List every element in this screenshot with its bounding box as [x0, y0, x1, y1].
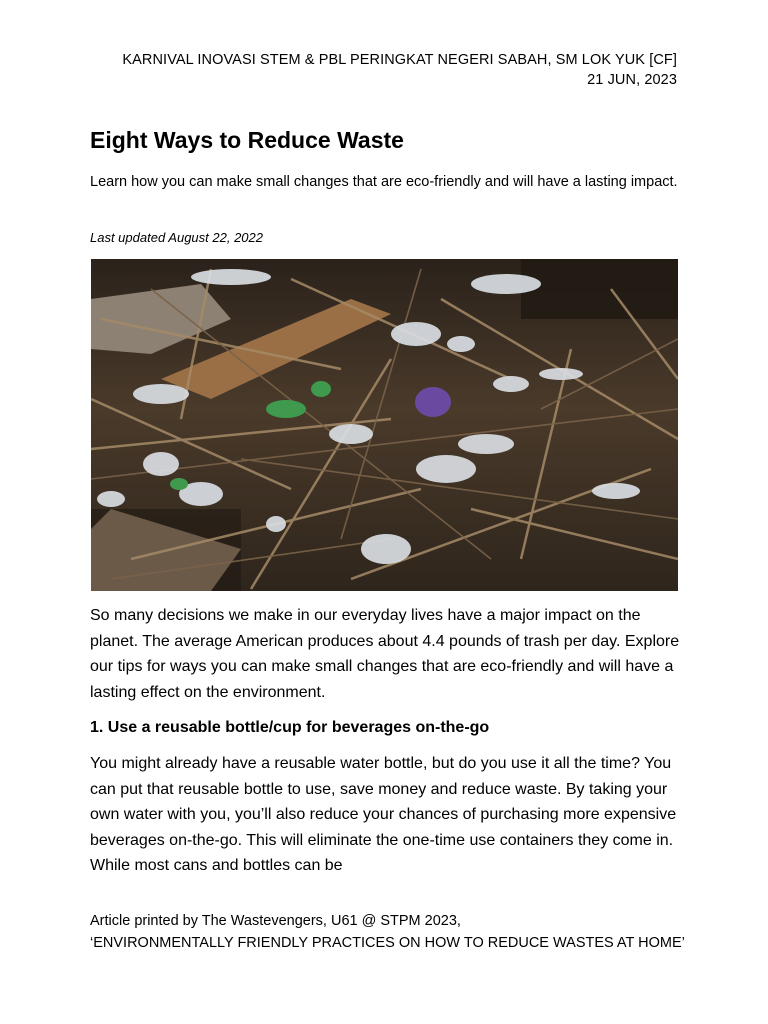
footer-credit: Article printed by The Wastevengers, U61 @ STPM 2023, [90, 913, 461, 929]
photo-plastic [391, 322, 441, 346]
photo-purple-bottle [415, 387, 451, 417]
document-header [122, 50, 677, 90]
photo-plastic [458, 434, 514, 454]
photo-plastic [592, 483, 640, 499]
litter-photo-icon [91, 259, 678, 591]
photo-plastic [266, 516, 286, 532]
header-event-line: KARNIVAL INOVASI STEM & PBL PERINGKAT NEGERI SABAH, SM LOK YUK [CF] [122, 52, 677, 68]
photo-plastic [416, 455, 476, 483]
footer-title: ‘ENVIRONMENTALLY FRIENDLY PRACTICES ON HOW TO REDUCE WASTES AT HOME’ [90, 935, 685, 951]
paragraph-intro: So many decisions we make in our everyday lives have a major impact on the planet. The average American produces about 4.4 pounds of trash per day. Explore our tips for ways you can make small changes that are eco-friendly and will have a lasting effect on the environment. [90, 607, 680, 701]
photo-plastic [539, 368, 583, 380]
header-date: 21 JUN, 2023 [587, 72, 677, 88]
photo-plastic [329, 424, 373, 444]
photo-green-bottle [266, 400, 306, 418]
photo-plastic [471, 274, 541, 294]
photo-green-bottle [170, 478, 188, 490]
photo-plastic [493, 376, 529, 392]
section-heading-1: 1. Use a reusable bottle/cup for beverages on-the-go [90, 719, 490, 736]
last-updated: Last updated August 22, 2022 [90, 230, 263, 245]
photo-shadow [521, 259, 678, 319]
photo-plastic [133, 384, 189, 404]
paragraph-section-1: You might already have a reusable water bottle, but do you use it all the time? You can put that reusable bottle to use, save money and reduce waste. By taking your own water with you, you’ll also reduce your chances of purchasing more expensive beverages on-the-go. This will eliminate the one-time use containers they come in. While most cans and bottles can be [90, 755, 677, 874]
article-title: Eight Ways to Reduce Waste [90, 127, 404, 153]
photo-plastic [361, 534, 411, 564]
article-intro: Learn how you can make small changes that are eco-friendly and will have a lasting impact. [90, 174, 678, 190]
document-footer [90, 910, 690, 954]
photo-plastic [447, 336, 475, 352]
photo-green-bottle [311, 381, 331, 397]
photo-plastic [191, 269, 271, 285]
photo-plastic [97, 491, 125, 507]
photo-plastic [143, 452, 179, 476]
